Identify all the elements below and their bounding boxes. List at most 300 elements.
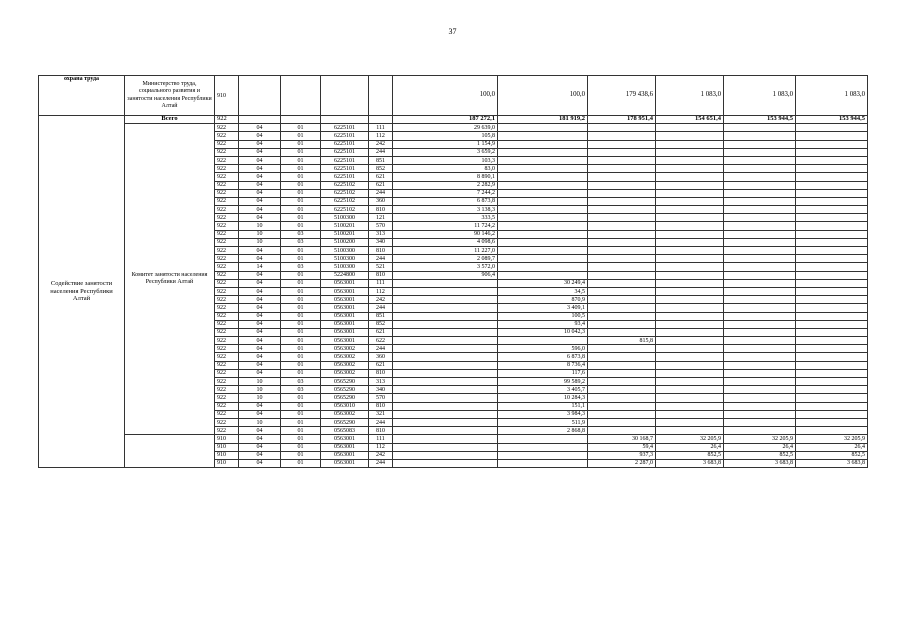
value-cell: 3 409,1 <box>498 304 588 312</box>
code-cell: 0563001 <box>321 304 369 312</box>
value-cell <box>656 378 724 386</box>
code-cell: 0565290 <box>321 418 369 426</box>
code-cell: 112 <box>369 132 393 140</box>
code-cell: 04 <box>239 427 281 435</box>
value-cell <box>796 361 868 369</box>
code-cell: 04 <box>239 124 281 132</box>
value-cell <box>724 386 796 394</box>
code-cell: 04 <box>239 328 281 336</box>
value-cell: 1 154,9 <box>393 140 498 148</box>
value-cell: 596,0 <box>498 345 588 353</box>
code-cell: 01 <box>281 271 321 279</box>
value-cell <box>656 165 724 173</box>
code-cell: 01 <box>281 296 321 304</box>
code-cell: 922 <box>215 353 239 361</box>
code-cell: 5100300 <box>321 214 369 222</box>
code-cell: 6225101 <box>321 156 369 164</box>
code-cell: 03 <box>281 238 321 246</box>
code-cell: 01 <box>281 255 321 263</box>
code-cell: 244 <box>369 148 393 156</box>
code-cell: 01 <box>281 140 321 148</box>
code-cell: 6225101 <box>321 124 369 132</box>
value-cell <box>724 132 796 140</box>
value-cell <box>588 132 656 140</box>
value-cell <box>656 287 724 295</box>
code-cell: 313 <box>369 230 393 238</box>
code-cell: 04 <box>239 132 281 140</box>
code-cell: 242 <box>369 140 393 148</box>
code-cell: 04 <box>239 369 281 377</box>
value-cell <box>393 394 498 402</box>
code-cell: 360 <box>369 197 393 205</box>
agency-cell-empty <box>125 435 215 468</box>
value-cell: 4 098,6 <box>393 238 498 246</box>
value-cell: 26,4 <box>724 443 796 451</box>
value-cell <box>588 345 656 353</box>
code-cell: 922 <box>215 132 239 140</box>
code-cell: 04 <box>239 247 281 255</box>
value-cell <box>724 369 796 377</box>
value-cell <box>393 345 498 353</box>
code-cell: 922 <box>215 189 239 197</box>
code-cell: 01 <box>281 287 321 295</box>
value-cell <box>588 222 656 230</box>
value-cell: 100,5 <box>498 312 588 320</box>
code-cell: 922 <box>215 165 239 173</box>
code-cell: 922 <box>215 402 239 410</box>
value-cell: 511,9 <box>498 418 588 426</box>
value-cell <box>796 320 868 328</box>
value-cell: 3 683,8 <box>724 459 796 467</box>
total-value: 178 951,4 <box>588 116 656 124</box>
code-cell: 04 <box>239 206 281 214</box>
value-cell: 11 724,2 <box>393 222 498 230</box>
code-cell: 6225101 <box>321 165 369 173</box>
value-cell <box>796 337 868 345</box>
code-cell: 04 <box>239 271 281 279</box>
code-cell: 244 <box>369 418 393 426</box>
value-cell <box>588 230 656 238</box>
value-cell: 30 249,4 <box>498 279 588 287</box>
code-cell: 10 <box>239 386 281 394</box>
code-cell: 0563001 <box>321 435 369 443</box>
code-cell: 04 <box>239 173 281 181</box>
value-cell: 3 405,7 <box>498 386 588 394</box>
value-cell: 151,1 <box>498 402 588 410</box>
value-cell <box>498 132 588 140</box>
code-cell: 810 <box>369 427 393 435</box>
code-cell: 0563001 <box>321 328 369 336</box>
value-cell <box>588 304 656 312</box>
code-cell: 04 <box>239 353 281 361</box>
code-cell: 0563001 <box>321 337 369 345</box>
code-cell: 6225101 <box>321 140 369 148</box>
value-cell <box>588 238 656 246</box>
code-cell: 0565290 <box>321 378 369 386</box>
value-cell <box>796 140 868 148</box>
value-cell <box>656 394 724 402</box>
code-cell: 5100201 <box>321 222 369 230</box>
value-cell <box>724 238 796 246</box>
value-cell <box>588 386 656 394</box>
value-cell <box>724 279 796 287</box>
code-cell: 5100201 <box>321 230 369 238</box>
code-cell: 0563001 <box>321 451 369 459</box>
value-cell: 32 205,9 <box>656 435 724 443</box>
value-cell <box>796 304 868 312</box>
code-cell: 0563001 <box>321 312 369 320</box>
value-cell: 852,5 <box>724 451 796 459</box>
total-code: 922 <box>215 116 239 124</box>
value-cell <box>656 132 724 140</box>
value-cell <box>796 156 868 164</box>
value-cell <box>724 312 796 320</box>
code-cell: 922 <box>215 427 239 435</box>
value-cell: 3 659,2 <box>393 148 498 156</box>
value-cell <box>796 287 868 295</box>
value-cell <box>656 148 724 156</box>
code-cell: 810 <box>369 402 393 410</box>
value-cell <box>724 214 796 222</box>
value-cell <box>498 435 588 443</box>
code-cell: 621 <box>369 328 393 336</box>
code-cell: 5224800 <box>321 271 369 279</box>
code-cell: 244 <box>369 345 393 353</box>
value-cell <box>724 320 796 328</box>
code-cell: 04 <box>239 361 281 369</box>
value-cell <box>796 410 868 418</box>
table-row-total <box>39 116 868 124</box>
code-cell: 04 <box>239 402 281 410</box>
value-cell <box>588 320 656 328</box>
code-cell: 922 <box>215 230 239 238</box>
value-cell <box>796 238 868 246</box>
value-cell <box>656 124 724 132</box>
value-cell: 34,5 <box>498 287 588 295</box>
code-cell: 570 <box>369 394 393 402</box>
code-cell: 03 <box>281 386 321 394</box>
agency-name-employment-committee: Комитет занятости населения Республики Алтай <box>125 124 215 435</box>
code-cell: 0563002 <box>321 410 369 418</box>
code-cell: 922 <box>215 304 239 312</box>
value-cell <box>656 271 724 279</box>
code-cell: 04 <box>239 156 281 164</box>
code-cell: 922 <box>215 148 239 156</box>
code-cell: 0563002 <box>321 361 369 369</box>
value-cell <box>656 386 724 394</box>
code-cell: 01 <box>281 320 321 328</box>
value-cell: 1 083,0 <box>656 76 724 116</box>
code-cell: 922 <box>215 197 239 205</box>
value-cell <box>724 394 796 402</box>
value-cell <box>588 140 656 148</box>
code-cell: 04 <box>239 140 281 148</box>
value-cell <box>588 124 656 132</box>
total-label: Всего <box>125 116 215 124</box>
value-cell: 3 138,3 <box>393 206 498 214</box>
value-cell <box>656 140 724 148</box>
code-cell: 922 <box>215 394 239 402</box>
value-cell <box>724 263 796 271</box>
code-cell: 922 <box>215 181 239 189</box>
code-cell: 04 <box>239 337 281 345</box>
value-cell: 333,5 <box>393 214 498 222</box>
value-cell <box>393 410 498 418</box>
value-cell <box>588 247 656 255</box>
code-cell: 01 <box>281 337 321 345</box>
value-cell <box>498 148 588 156</box>
value-cell: 1 083,0 <box>724 76 796 116</box>
value-cell: 90 146,2 <box>393 230 498 238</box>
value-cell: 10 042,3 <box>498 328 588 336</box>
value-cell <box>588 189 656 197</box>
total-value: 153 944,5 <box>796 116 868 124</box>
code-cell: 0565083 <box>321 427 369 435</box>
value-cell <box>498 140 588 148</box>
value-cell <box>724 165 796 173</box>
code-cell: 10 <box>239 378 281 386</box>
code-cell: 04 <box>239 165 281 173</box>
value-cell <box>656 189 724 197</box>
code-cell: 01 <box>281 427 321 435</box>
code-cell: 6225102 <box>321 189 369 197</box>
value-cell <box>724 410 796 418</box>
value-cell: 6 873,8 <box>498 353 588 361</box>
code-cell: 922 <box>215 320 239 328</box>
code-cell: 04 <box>239 287 281 295</box>
value-cell <box>656 222 724 230</box>
value-cell <box>656 353 724 361</box>
value-cell <box>656 156 724 164</box>
code-cell: 922 <box>215 279 239 287</box>
code-cell: 04 <box>239 345 281 353</box>
table-body <box>39 76 868 468</box>
value-cell <box>796 173 868 181</box>
value-cell <box>724 124 796 132</box>
code-cell: 810 <box>369 206 393 214</box>
value-cell <box>796 132 868 140</box>
value-cell <box>393 304 498 312</box>
code-cell: 910 <box>215 435 239 443</box>
value-cell <box>393 287 498 295</box>
program-name-employment: Содействие занятости населения Республики Алтай <box>39 116 125 468</box>
code-cell: 04 <box>239 197 281 205</box>
value-cell <box>393 443 498 451</box>
value-cell <box>393 459 498 467</box>
code-cell: 01 <box>281 353 321 361</box>
code-cell: 922 <box>215 287 239 295</box>
value-cell: 99 589,2 <box>498 378 588 386</box>
value-cell <box>796 271 868 279</box>
value-cell <box>796 345 868 353</box>
code-cell: 01 <box>281 214 321 222</box>
value-cell <box>588 173 656 181</box>
value-cell <box>588 361 656 369</box>
value-cell <box>724 206 796 214</box>
value-cell <box>796 148 868 156</box>
value-cell <box>588 214 656 222</box>
value-cell <box>724 378 796 386</box>
value-cell <box>588 263 656 271</box>
page-number: 37 <box>448 27 457 36</box>
code-cell: 922 <box>215 263 239 271</box>
code-cell: 6225102 <box>321 181 369 189</box>
code-cell: 01 <box>281 165 321 173</box>
value-cell <box>796 263 868 271</box>
code-cell: 111 <box>369 435 393 443</box>
value-cell <box>724 345 796 353</box>
value-cell <box>656 410 724 418</box>
total-value: 154 651,4 <box>656 116 724 124</box>
value-cell <box>796 394 868 402</box>
value-cell <box>393 312 498 320</box>
value-cell <box>796 255 868 263</box>
code-cell: 04 <box>239 181 281 189</box>
value-cell <box>724 418 796 426</box>
value-cell <box>498 271 588 279</box>
code-cell: 10 <box>239 394 281 402</box>
code-cell: 922 <box>215 361 239 369</box>
code-cell: 01 <box>281 328 321 336</box>
value-cell <box>393 353 498 361</box>
value-cell <box>498 255 588 263</box>
code-cell: 622 <box>369 337 393 345</box>
value-cell <box>498 238 588 246</box>
code-cell: 01 <box>281 435 321 443</box>
value-cell <box>724 148 796 156</box>
code-cell: 01 <box>281 124 321 132</box>
code-cell: 10 <box>239 418 281 426</box>
code-cell: 6225101 <box>321 148 369 156</box>
code-cell: 340 <box>369 386 393 394</box>
value-cell: 26,4 <box>796 443 868 451</box>
value-cell: 105,8 <box>393 132 498 140</box>
value-cell <box>656 369 724 377</box>
code-cell: 01 <box>281 206 321 214</box>
code-cell: 244 <box>369 189 393 197</box>
value-cell <box>796 189 868 197</box>
value-cell <box>796 328 868 336</box>
code-cell: 04 <box>239 304 281 312</box>
value-cell: 30 168,7 <box>588 435 656 443</box>
value-cell: 937,3 <box>588 451 656 459</box>
value-cell <box>656 230 724 238</box>
code-cell: 04 <box>239 214 281 222</box>
value-cell: 93,4 <box>498 320 588 328</box>
code-cell: 111 <box>369 279 393 287</box>
code-cell: 0563002 <box>321 345 369 353</box>
code-cell: 313 <box>369 378 393 386</box>
value-cell <box>724 140 796 148</box>
value-cell <box>796 312 868 320</box>
code-cell: 01 <box>281 410 321 418</box>
code-cell: 922 <box>215 140 239 148</box>
code-cell: 922 <box>215 410 239 418</box>
value-cell: 852,5 <box>656 451 724 459</box>
value-cell <box>393 361 498 369</box>
code-cell: 01 <box>281 418 321 426</box>
code-cell: 01 <box>281 173 321 181</box>
value-cell: 32 205,9 <box>724 435 796 443</box>
value-cell <box>393 451 498 459</box>
code-cell: 01 <box>281 247 321 255</box>
value-cell <box>498 214 588 222</box>
value-cell <box>498 173 588 181</box>
code-cell: 03 <box>281 378 321 386</box>
code-cell: 244 <box>369 255 393 263</box>
value-cell <box>724 271 796 279</box>
code-cell: 01 <box>281 222 321 230</box>
value-cell: 3 572,0 <box>393 263 498 271</box>
value-cell <box>498 156 588 164</box>
code-cell: 922 <box>215 296 239 304</box>
value-cell <box>656 214 724 222</box>
code-cell: 01 <box>281 459 321 467</box>
code-cell: 810 <box>369 271 393 279</box>
code-cell: 6225102 <box>321 197 369 205</box>
value-cell <box>393 296 498 304</box>
value-cell <box>393 378 498 386</box>
value-cell <box>724 197 796 205</box>
code-cell: 01 <box>281 132 321 140</box>
code-cell: 621 <box>369 173 393 181</box>
value-cell <box>724 189 796 197</box>
code-cell: 04 <box>239 451 281 459</box>
code-cell: 01 <box>281 197 321 205</box>
code-cell: 01 <box>281 402 321 410</box>
table-row <box>39 124 868 132</box>
code-cell: 0563001 <box>321 320 369 328</box>
code-cell: 922 <box>215 386 239 394</box>
value-cell <box>656 197 724 205</box>
value-cell <box>796 165 868 173</box>
value-cell <box>498 189 588 197</box>
value-cell <box>656 238 724 246</box>
value-cell <box>796 214 868 222</box>
value-cell: 7 244,2 <box>393 189 498 197</box>
code-cell: 922 <box>215 378 239 386</box>
code-cell: 244 <box>369 304 393 312</box>
code-cell: 01 <box>281 189 321 197</box>
value-cell <box>588 206 656 214</box>
code-cell: 922 <box>215 238 239 246</box>
code-cell: 10 <box>239 222 281 230</box>
value-cell <box>724 255 796 263</box>
value-cell <box>656 345 724 353</box>
budget-table <box>38 75 868 468</box>
code-cell: 01 <box>281 279 321 287</box>
value-cell <box>588 378 656 386</box>
value-cell <box>724 247 796 255</box>
value-cell <box>498 247 588 255</box>
code-cell: 621 <box>369 181 393 189</box>
value-cell: 117,6 <box>498 369 588 377</box>
code-cell: 01 <box>281 304 321 312</box>
code-cell: 0563001 <box>321 296 369 304</box>
value-cell <box>724 181 796 189</box>
value-cell <box>796 206 868 214</box>
value-cell: 100,0 <box>393 76 498 116</box>
code-cell: 922 <box>215 206 239 214</box>
value-cell <box>656 304 724 312</box>
value-cell <box>588 427 656 435</box>
value-cell <box>796 124 868 132</box>
code-cell: 01 <box>281 345 321 353</box>
value-cell <box>588 165 656 173</box>
value-cell <box>588 148 656 156</box>
code-cell: 01 <box>281 312 321 320</box>
value-cell <box>796 279 868 287</box>
